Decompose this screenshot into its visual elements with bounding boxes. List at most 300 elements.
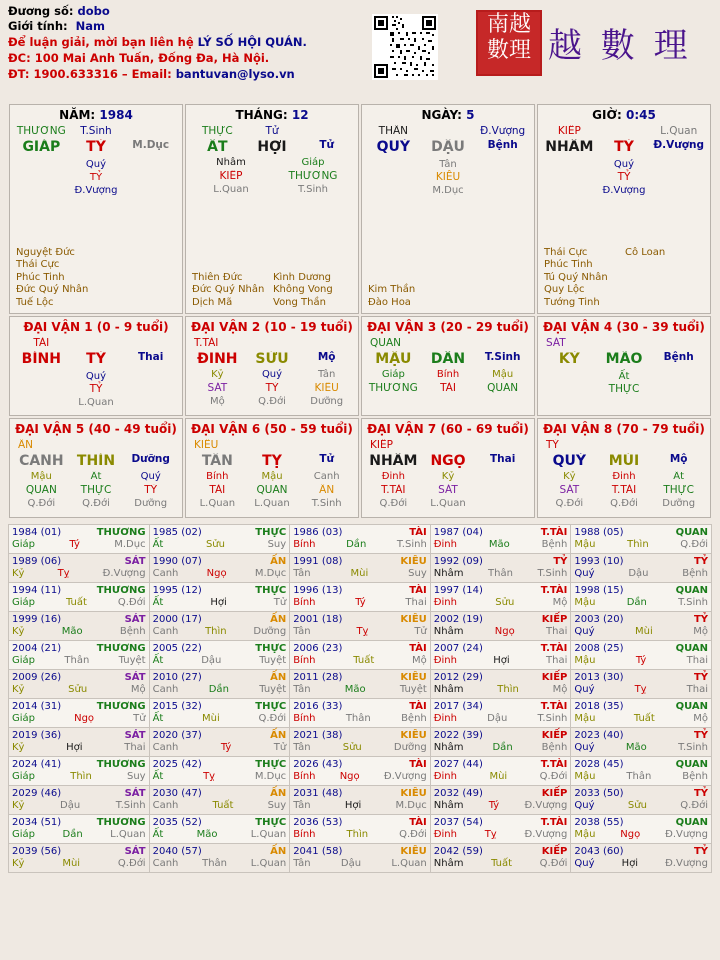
earthly-branch: Thân [626, 771, 652, 782]
year-cell[interactable] [149, 815, 290, 844]
note: Đào Hoa [368, 296, 411, 308]
life-stage: Thai [405, 597, 427, 608]
pillar-month [185, 104, 359, 314]
heavenly-stem: Đinh [433, 655, 457, 666]
heavenly-stem: Ất [152, 771, 164, 782]
gender-value: Nam [75, 19, 106, 33]
lc-hidden-gods [362, 483, 534, 497]
table-row [9, 670, 712, 699]
table-row [9, 583, 712, 612]
earthly-branch: TỶ [614, 139, 634, 155]
life-stage: Tuyệt [259, 684, 287, 695]
stage-label: Mộ [669, 453, 688, 465]
earthly-branch: Mão [344, 684, 366, 695]
year-label: 2017 (34) [433, 701, 483, 712]
earthly-branch: Thân [488, 568, 513, 579]
pillar-main-row [362, 138, 534, 156]
heavenly-stem: Canh [152, 626, 179, 637]
pillar-notes [192, 272, 354, 310]
hidden-stage: Mộ [209, 396, 225, 407]
table-row [9, 525, 712, 554]
ten-god: ẤN [270, 846, 287, 857]
earthly-branch: Tuất [65, 597, 87, 608]
note: Tướng Tinh [544, 296, 600, 308]
earthly-branch: Dần [492, 742, 513, 753]
year-cell[interactable] [9, 583, 150, 612]
year-label: 2015 (32) [152, 701, 202, 712]
hidden-god: SÁT [438, 484, 458, 496]
year-cell[interactable] [290, 554, 431, 583]
hidden-god: TÀI [209, 484, 226, 496]
year-cell[interactable] [9, 815, 150, 844]
heavenly-stem: Đinh [433, 713, 457, 724]
year-cell[interactable] [571, 554, 712, 583]
lc-hidden-gods [186, 483, 358, 497]
hidden-god: TỶ [89, 172, 103, 183]
life-stage: T.Sinh [537, 568, 568, 579]
earthly-branch: Mão [488, 539, 510, 550]
life-stage: Thai [686, 655, 708, 666]
hidden-stem: Quý [140, 471, 161, 482]
ten-god: SÁT [124, 614, 146, 625]
pillar-hidden-stems [362, 156, 534, 197]
year-cell[interactable] [290, 757, 431, 786]
year-label: 1991 (08) [293, 556, 343, 567]
hidden-stage: Đ.Vượng [602, 185, 646, 196]
earthly-branch: Mùi [489, 771, 508, 782]
year-cell[interactable] [9, 699, 150, 728]
ten-god: ẤN [270, 556, 287, 567]
ten-god: THƯƠNG [96, 527, 146, 538]
heavenly-stem: Bính [293, 597, 316, 608]
hidden-stage: Đ.Vượng [74, 185, 118, 196]
pillar-top-row [186, 124, 358, 138]
lc-main [362, 452, 534, 470]
life-stage: L.Quan [391, 858, 427, 869]
year-label: 1994 (11) [12, 585, 62, 596]
lc-top [362, 438, 534, 452]
earthly-branch: Hợi [344, 800, 362, 811]
year-cell[interactable] [149, 641, 290, 670]
year-label: 1987 (04) [433, 527, 483, 538]
ten-god: THƯƠNG [96, 701, 146, 712]
stage-label: Thai [138, 351, 164, 363]
note: Thiên Đức [192, 271, 243, 283]
year-cell[interactable] [149, 554, 290, 583]
hidden-god: KIÊU [314, 382, 339, 394]
gender-label: Giới tính: [8, 19, 68, 33]
year-cell[interactable] [149, 844, 290, 873]
year-cell[interactable] [290, 786, 431, 815]
life-stage: Thai [124, 742, 146, 753]
life-stage: M.Dục [254, 568, 287, 579]
life-stage: Đ.Vượng [383, 771, 427, 782]
heavenly-stem: Tân [293, 684, 311, 695]
hidden-stage: Q.Đới [82, 498, 110, 509]
life-stage: T.Sinh [537, 713, 568, 724]
life-stage: Bệnh [401, 713, 427, 724]
lc-hidden-stages [186, 497, 358, 510]
life-stage: M.Dục [254, 771, 287, 782]
stage-label: Tử [319, 453, 334, 465]
hidden-god: TÀI [440, 382, 456, 394]
heavenly-stem: Tân [293, 800, 311, 811]
heavenly-stem: Ất [152, 539, 164, 550]
earthly-branch: TỶ [86, 351, 106, 367]
hidden-god: THỰC [608, 383, 640, 395]
year-cell[interactable] [9, 641, 150, 670]
life-stage: L.Quan [110, 829, 146, 840]
year-cell[interactable] [149, 670, 290, 699]
year-cell[interactable] [571, 641, 712, 670]
life-stage: Mộ [552, 597, 568, 608]
year-cell[interactable] [290, 699, 431, 728]
earthly-branch: Thân [64, 655, 90, 666]
heavenly-stem: Tân [293, 568, 311, 579]
hidden-stem: Giáp [301, 157, 325, 168]
phone-label: ĐT: [8, 67, 34, 81]
year-cell[interactable] [149, 728, 290, 757]
year-cell[interactable] [430, 728, 571, 757]
luck-cycle-7 [361, 418, 535, 518]
hidden-stem: Quý [613, 159, 635, 170]
hidden-god: T.TÀI [611, 484, 637, 496]
year-label: 2036 (53) [293, 817, 343, 828]
table-row [9, 612, 712, 641]
ten-god: QUAN [675, 643, 708, 654]
table-row [9, 554, 712, 583]
lc-hidden-stages [10, 497, 182, 510]
heavenly-stem: Bính [293, 771, 316, 782]
heavenly-stem: Bính [293, 655, 316, 666]
pillar-hour [537, 104, 711, 314]
note: Nguyệt Đức [16, 246, 75, 258]
heavenly-stem: Giáp [12, 713, 36, 724]
year-cell[interactable] [571, 757, 712, 786]
year-cell[interactable] [9, 786, 150, 815]
earthly-branch: TỶ [86, 139, 106, 155]
lc-top [362, 336, 534, 350]
life-stage: Đ.Vượng [524, 829, 568, 840]
luck-cycle-title: ĐẠI VẬN 4 (30 - 39 tuổi) [543, 320, 705, 334]
life-stage: Q.Đới [258, 713, 287, 724]
year-cell[interactable] [571, 670, 712, 699]
earthly-branch: Tý [355, 597, 366, 608]
ten-god: SÁT [124, 672, 146, 683]
earthly-branch: Dậu [487, 713, 508, 724]
note: Tuế Lộc [16, 296, 54, 308]
note: Dịch Mã [192, 296, 233, 308]
year-label: 2024 (41) [12, 759, 62, 770]
year-label: 2022 (39) [433, 730, 483, 741]
extra [597, 125, 652, 137]
earthly-branch: Thìn [205, 626, 227, 637]
table-row [9, 786, 712, 815]
ten-god: QUAN [675, 701, 708, 712]
ten-god: TỶ [693, 788, 708, 799]
lc-hidden-stages [362, 497, 534, 510]
year-cell[interactable] [290, 525, 431, 554]
year-cell[interactable] [9, 525, 150, 554]
year-cell[interactable] [430, 612, 571, 641]
heavenly-stem: Ất [152, 655, 164, 666]
hidden-stage: L.Quan [213, 184, 249, 195]
year-cell[interactable] [290, 670, 431, 699]
hidden-god: THỰC [663, 484, 694, 496]
heavenly-stem: NHÂM [545, 139, 594, 155]
lc-main [186, 350, 358, 368]
year-cell[interactable] [9, 844, 150, 873]
earthly-branch: Tỵ [203, 771, 216, 782]
hidden-stem: Tân [317, 369, 336, 380]
person-name-value: dobo [77, 4, 110, 18]
heavenly-stem: Kỷ [12, 626, 25, 637]
hidden-stem: Quý [261, 369, 283, 380]
lc-hidden-stems [10, 470, 182, 483]
hidden-stem: Canh [313, 471, 340, 482]
year-cell[interactable] [9, 554, 150, 583]
table-row [9, 641, 712, 670]
year-cell[interactable] [9, 757, 150, 786]
year-cell[interactable] [430, 757, 571, 786]
earthly-branch: Mùi [202, 713, 220, 724]
heavenly-stem: Mậu [574, 597, 596, 608]
year-cell[interactable] [430, 786, 571, 815]
year-cell[interactable] [430, 641, 571, 670]
year-cell[interactable] [571, 699, 712, 728]
ten-god: KIẾP [541, 788, 568, 799]
year-cell[interactable] [430, 670, 571, 699]
hidden-god: TỶ [617, 171, 631, 183]
life-stage: Q.Đới [117, 858, 146, 869]
seal-chars: 南越數理 [486, 12, 531, 63]
year-cell[interactable] [9, 670, 150, 699]
year-label: 2039 (56) [12, 846, 62, 857]
lc-hidden-gods [362, 381, 534, 395]
year-label: 1984 (01) [12, 527, 62, 538]
heavenly-stem: QUÝ [552, 453, 587, 469]
year-label: 2019 (36) [12, 730, 62, 741]
ten-god: KIÊU [400, 614, 427, 625]
heavenly-stem: Canh [152, 800, 179, 811]
year-cell[interactable] [571, 728, 712, 757]
life-stage: T.Sinh [678, 597, 708, 608]
life-stage: Đ.Vượng [102, 568, 146, 579]
year-cell[interactable] [149, 786, 290, 815]
ten-god: TÀI [409, 701, 427, 712]
year-cell[interactable] [571, 815, 712, 844]
heavenly-stem: Giáp [12, 829, 36, 840]
year-label: 2043 (60) [574, 846, 624, 857]
life-stage: Mộ [693, 713, 708, 724]
life-stage: Bệnh [682, 771, 708, 782]
year-cell[interactable] [149, 699, 290, 728]
life-stage: Thai [686, 684, 708, 695]
life-stage: L.Quan [660, 125, 698, 137]
ten-god: THÂN [378, 125, 409, 137]
pillar-title [538, 105, 710, 124]
year-label: 2009 (26) [12, 672, 62, 683]
heavenly-stem: Giáp [12, 655, 36, 666]
year-label: 1992 (09) [433, 556, 483, 567]
earthly-branch: Thìn [497, 684, 519, 695]
year-cell[interactable] [430, 699, 571, 728]
life-stage: Tuyệt [259, 655, 287, 666]
hidden-stem: Tân [439, 159, 457, 170]
hidden-stem: Đinh [381, 471, 405, 482]
ten-god: T.TÀI [540, 585, 568, 596]
earthly-branch: DẬU [431, 139, 465, 155]
lc-main [10, 350, 182, 368]
heavenly-stem: ĐINH [197, 351, 238, 367]
year-label: 2035 (52) [152, 817, 202, 828]
year-cell[interactable] [9, 612, 150, 641]
extra [123, 125, 178, 137]
earthly-branch: Ngọ [206, 568, 227, 579]
table-row [9, 699, 712, 728]
luck-cycle-1 [9, 316, 183, 416]
lc-hidden-gods [186, 381, 358, 395]
ten-god: THỰC [255, 817, 287, 828]
year-cell[interactable] [149, 612, 290, 641]
year-label: 1989 (06) [12, 556, 62, 567]
phone-value: 1900.633316 – Email: [33, 67, 176, 81]
year-cell[interactable] [290, 641, 431, 670]
year-cell[interactable] [290, 612, 431, 641]
ten-god: SÁT [124, 556, 146, 567]
life-stage: Bệnh [119, 626, 146, 637]
lc-hidden-gods [10, 483, 182, 497]
heavenly-stem: Quý [574, 684, 595, 695]
year-label: 2020 (37) [152, 730, 202, 741]
heavenly-stem: Giáp [12, 597, 36, 608]
heavenly-stem: Đinh [433, 597, 457, 608]
ten-god: KIẾP [541, 672, 568, 683]
ten-god: T.TÀI [540, 527, 568, 538]
luck-cycle-4 [537, 316, 711, 416]
earthly-branch: Mão [196, 829, 218, 840]
annual-years-table [8, 524, 712, 873]
lc-hidden [538, 368, 710, 396]
pillar-title-label: THÁNG: [235, 108, 288, 122]
hidden-stage: T.Sinh [298, 184, 328, 195]
luck-cycle-row-2 [8, 418, 712, 520]
lc-top [10, 438, 182, 452]
year-label: 2008 (25) [574, 643, 624, 654]
earthly-branch: Tý [69, 539, 80, 550]
note: Thái Cực [544, 246, 588, 258]
earthly-branch: Tỵ [634, 684, 647, 695]
pillar-notes [544, 247, 706, 310]
qr-code-icon [372, 14, 438, 80]
hidden-stem: Kỷ [563, 471, 576, 482]
note: Quy Lộc [544, 284, 585, 295]
heavenly-stem: CANH [19, 453, 64, 469]
year-cell[interactable] [149, 525, 290, 554]
note: Cô Loan [625, 246, 666, 258]
year-label: 2037 (54) [433, 817, 483, 828]
year-cell[interactable] [571, 525, 712, 554]
life-stage: Tuyệt [118, 655, 146, 666]
ten-god: TỶ [693, 556, 708, 567]
life-stage: Bệnh [682, 568, 708, 579]
year-cell[interactable] [430, 844, 571, 873]
year-label: 2034 (51) [12, 817, 62, 828]
ten-god: THỰC [255, 527, 287, 538]
heavenly-stem: Kỷ [12, 742, 25, 753]
year-cell[interactable] [571, 786, 712, 815]
earthly-branch: Thìn [70, 771, 92, 782]
year-cell[interactable] [430, 583, 571, 612]
year-cell[interactable] [430, 525, 571, 554]
life-stage: T.Sinh [80, 125, 112, 137]
heavenly-stem: ẤT [207, 139, 228, 155]
life-stage: Dưỡng [393, 742, 427, 753]
ten-god: TÀI [409, 759, 427, 770]
life-stage: Tuyệt [399, 684, 427, 695]
year-cell[interactable] [571, 844, 712, 873]
year-label: 1997 (14) [433, 585, 483, 596]
year-cell[interactable] [290, 583, 431, 612]
hidden-god: SÁT [207, 382, 228, 394]
year-cell[interactable] [9, 728, 150, 757]
year-cell[interactable] [290, 728, 431, 757]
table-row [9, 757, 712, 786]
hidden-god: TỶ [265, 382, 279, 394]
address-label: ĐC: [8, 51, 35, 65]
earthly-branch: Tuất [491, 858, 513, 869]
life-stage: Suy [126, 771, 146, 782]
email-value: bantuvan@lyso.vn [175, 67, 295, 81]
year-cell[interactable] [149, 583, 290, 612]
stage-label: Bệnh [663, 351, 694, 363]
life-stage: Mộ [412, 655, 427, 666]
pillar-hidden-stems [538, 156, 710, 197]
ten-god: TỶ [693, 730, 708, 741]
earthly-branch: TỴ [262, 453, 282, 469]
year-cell[interactable] [430, 815, 571, 844]
year-label: 2014 (31) [12, 701, 62, 712]
ten-god: KIÊU [400, 672, 427, 683]
stage-label: Thai [490, 453, 516, 465]
life-stage: Q.Đới [680, 800, 708, 811]
hidden-stem: Đinh [612, 471, 636, 482]
lc-top [538, 438, 710, 452]
heavenly-stem: Kỷ [12, 800, 25, 811]
lc-main [362, 350, 534, 368]
heavenly-stem: Tân [293, 626, 311, 637]
year-cell[interactable] [149, 757, 290, 786]
year-cell[interactable] [290, 844, 431, 873]
hidden-stem: Ất [90, 471, 102, 482]
year-cell[interactable] [430, 554, 571, 583]
luck-cycle-row-1 [8, 316, 712, 418]
pillar-top-row [538, 124, 710, 138]
year-cell[interactable] [571, 583, 712, 612]
pillar-year [9, 104, 183, 314]
year-cell[interactable] [571, 612, 712, 641]
heavenly-stem: Tân [293, 858, 311, 869]
table-row [9, 844, 712, 873]
luck-cycle-2 [185, 316, 359, 416]
year-cell[interactable] [290, 815, 431, 844]
hidden-god: ẤN [319, 484, 335, 496]
earthly-branch: Dậu [628, 568, 649, 579]
earthly-branch: THÌN [76, 453, 116, 469]
ten-god: TÀI [33, 337, 50, 349]
pillar-title [10, 105, 182, 124]
earthly-branch: HỢI [257, 139, 287, 155]
